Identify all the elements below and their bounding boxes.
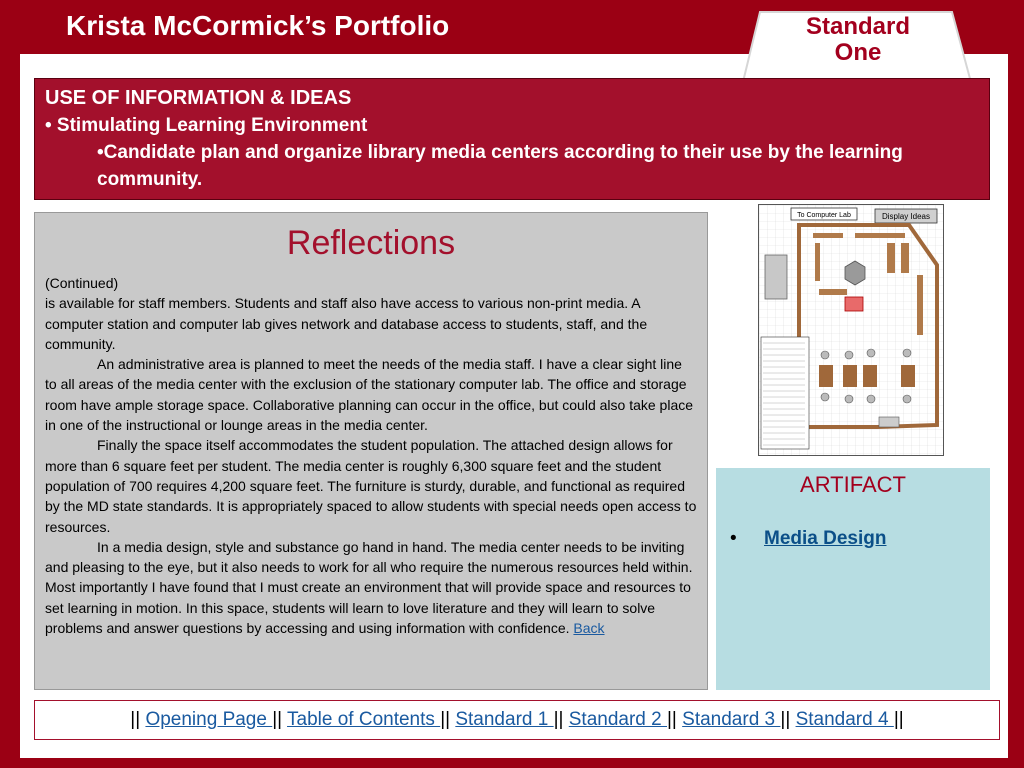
page-title: Krista McCormick’s Portfolio xyxy=(66,10,450,41)
nav-standard-3[interactable]: Standard 3 xyxy=(682,709,781,730)
nav-sep: || xyxy=(553,709,564,730)
nav-sep: || xyxy=(893,709,904,730)
nav-standard-2[interactable]: Standard 2 xyxy=(568,709,667,730)
reflections-paragraph-4 xyxy=(45,537,697,638)
reflections-continued: (Continued) xyxy=(45,275,119,291)
banner-heading: USE OF INFORMATION & IDEAS xyxy=(45,87,352,109)
standard-tab-label xyxy=(742,14,974,66)
reflections-paragraph-4-text: In a media design, style and substance go hand in hand. The media center needs to be inviting and pleasing to the eye, but it also needs to work for all who require the numerous resources held within. Most importantly I have found that I must create an environment that will provide space and resources to set learning in motion. In this space, students will learn to love literature and they will learn to solve problems and answer questions by accessing and using information with confidence. xyxy=(45,538,693,637)
nav-standard-1[interactable]: Standard 1 xyxy=(455,709,554,730)
nav-standard-4[interactable]: Standard 4 xyxy=(795,709,894,730)
media-design-link[interactable]: Media Design xyxy=(764,528,887,549)
reflections-paragraph-1: is available for staff members. Students and staff also have access to various non-print media. A computer station and computer lab gives network and database access to students, staff, and the community. xyxy=(45,295,648,352)
standard-tab-line1: Standard xyxy=(805,13,910,40)
floor-plan-label-display: Display Ideas xyxy=(881,212,931,221)
artifact-item xyxy=(730,528,886,550)
reflections-paragraph-3: Finally the space itself accommodates the student population. The attached design allows for more than 6 square feet per student. The media center is roughly 6,300 square feet and the student population of 700 requires 4,200 square feet. The furniture is sturdy, durable, and functional as required by the MD state standards. It is appropriately spaced to allow students with special needs open access to resources. xyxy=(45,437,697,535)
reflections-panel xyxy=(34,212,708,690)
nav-table-of-contents[interactable]: Table of Contents xyxy=(287,709,441,730)
reflections-paragraph-2: An administrative area is planned to meet the needs of the media staff. I have a clear sight line to all areas of the media center with the exclusion of the stationary computer lab. The office and storage room have ample storage space. Collaborative planning can occur in the office, but could also take place in one of the instructional or lounge areas in the media center. xyxy=(45,356,694,434)
nav-sep: || xyxy=(780,709,791,730)
back-link[interactable]: Back xyxy=(573,620,605,637)
banner-bullet-1: • Stimulating Learning Environment xyxy=(45,115,368,136)
bottom-nav xyxy=(34,700,1000,740)
standard-tab xyxy=(742,8,974,88)
artifact-title: ARTIFACT xyxy=(800,472,906,497)
banner-bullet-2: •Candidate plan and organize library media centers according to their use by the learning community. xyxy=(97,142,903,190)
standard-tab-line2: One xyxy=(834,39,882,66)
standard-banner xyxy=(34,78,990,200)
artifact-panel xyxy=(716,468,990,690)
nav-sep: || xyxy=(667,709,677,730)
artifact-bullet: • xyxy=(730,528,737,549)
nav-sep: || xyxy=(440,709,451,730)
reflections-title: Reflections xyxy=(286,224,456,262)
floor-plan-label-lab: To Computer Lab xyxy=(797,212,851,219)
nav-sep: || xyxy=(272,709,283,730)
floor-plan-image xyxy=(758,204,944,456)
nav-sep: || xyxy=(130,709,141,730)
nav-opening-page[interactable]: Opening Page xyxy=(145,709,273,730)
